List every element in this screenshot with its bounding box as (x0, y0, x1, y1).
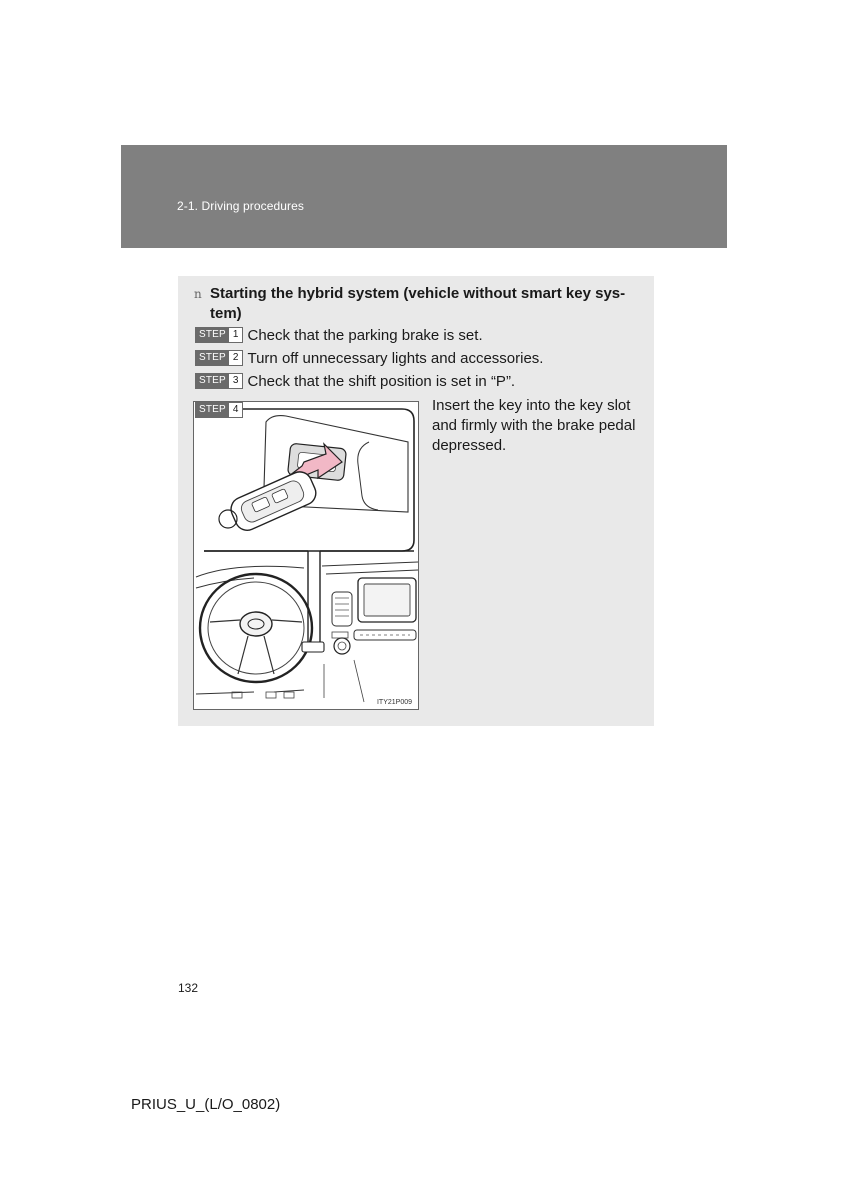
key-slot-illustration (193, 401, 419, 710)
heading-text: Starting the hybrid system (vehicle without smart key sys-tem) (210, 285, 626, 322)
step-2-row (195, 348, 543, 368)
step-3-row (195, 371, 515, 391)
step-badge: STEP 4 (195, 402, 243, 418)
content-box (178, 276, 654, 726)
step-badge: STEP 2 (195, 350, 243, 366)
step-text: Check that the parking brake is set. (247, 326, 483, 344)
section-heading (194, 284, 640, 324)
illustration-drawing (194, 402, 418, 709)
document-code: PRIUS_U_(L/O_0802) (131, 1096, 281, 1113)
key-fob-graphic (227, 468, 319, 534)
step-4-text: Insert the key into the key slot and firmly with the brake pedal depressed. (432, 397, 636, 454)
step-badge: STEP 1 (195, 327, 243, 343)
step-text: Turn off unnecessary lights and accessories. (247, 349, 544, 367)
section-title: 2-1. Driving procedures (177, 199, 305, 213)
page-number: 132 (178, 981, 199, 995)
step-1-row (195, 325, 483, 345)
step-text: Check that the shift position is set in “P”. (247, 372, 516, 390)
figure-code: ITY21P009 (376, 699, 412, 706)
heading-bullet: n (194, 287, 202, 301)
step-badge: STEP 3 (195, 373, 243, 389)
header-band (121, 145, 727, 248)
